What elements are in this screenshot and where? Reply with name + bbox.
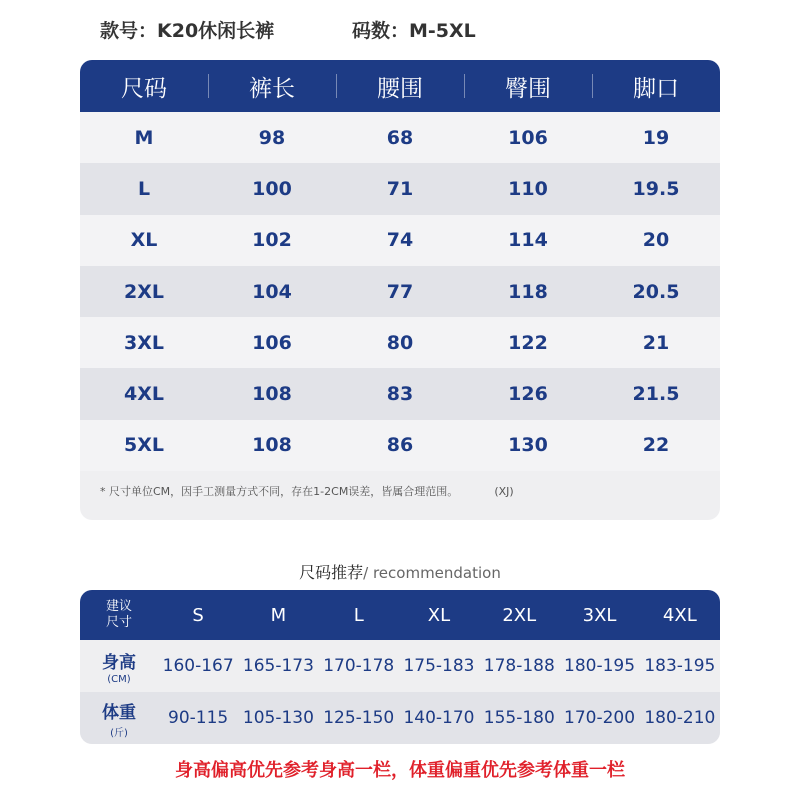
height-range: 183-195: [644, 656, 716, 676]
model-number: 款号：K20休闲长裤: [100, 20, 275, 42]
recommendation-header: [80, 590, 720, 640]
note-text: * 尺寸单位CM，因手工测量方式不同，存在1-2CM误差，皆属合理范围。: [100, 485, 459, 498]
corner-label-line1: 建议: [105, 599, 132, 614]
table-cell: 106: [508, 126, 548, 149]
column-header-waist: 腰围: [336, 60, 464, 112]
fit-advice-note: 身高偏高优先参考身高一栏，体重偏重优先参考体重一栏: [175, 760, 625, 781]
table-cell: 108: [252, 434, 292, 457]
table-cell: 21.5: [632, 383, 680, 406]
height-row: [80, 640, 720, 692]
size-header: S: [192, 604, 204, 626]
recommendation-title: [0, 560, 800, 583]
table-cell: 100: [252, 177, 292, 200]
table-row: [80, 163, 720, 214]
table-cell: L: [137, 177, 151, 200]
height-range: 178-188: [483, 656, 555, 676]
height-label-text: 身高: [102, 652, 136, 673]
weight-range: 90-115: [168, 708, 229, 728]
size-chart-body: [80, 112, 720, 471]
table-cell: 80: [386, 331, 414, 354]
table-row: [80, 266, 720, 317]
table-cell: 122: [508, 331, 548, 354]
size-chart-header: [80, 60, 720, 112]
table-cell: M: [134, 126, 154, 149]
table-row: [80, 317, 720, 368]
table-cell: 68: [386, 126, 414, 149]
measurement-note: [100, 483, 514, 499]
column-header-hem: 脚口: [592, 60, 720, 112]
table-cell: 83: [386, 383, 414, 406]
table-cell: 4XL: [124, 383, 164, 406]
table-row: [80, 420, 720, 471]
size-range: 码数：M-5XL: [352, 20, 476, 42]
height-range: 160-167: [162, 656, 234, 676]
weight-unit: (斤): [110, 727, 128, 739]
table-row: [80, 368, 720, 419]
height-unit: (CM): [107, 673, 131, 685]
table-cell: 86: [386, 434, 414, 457]
height-range: 170-178: [323, 656, 395, 676]
size-header: 4XL: [662, 604, 697, 626]
table-cell: 2XL: [124, 280, 164, 303]
product-header: [0, 0, 800, 40]
height-label: [80, 640, 158, 692]
height-range: 180-195: [564, 656, 636, 676]
table-cell: 110: [508, 177, 548, 200]
column-header-size: 尺码: [121, 75, 167, 102]
corner-label: [80, 590, 158, 640]
table-cell: 21: [642, 331, 670, 354]
table-cell: 126: [508, 383, 548, 406]
table-cell: 19: [642, 126, 670, 149]
recommendation-table: [80, 590, 720, 744]
weight-row: [80, 692, 720, 744]
table-cell: 20: [642, 229, 670, 252]
table-cell: 102: [252, 229, 292, 252]
weight-range: 140-170: [403, 708, 475, 728]
column-header-length: 裤长: [208, 60, 336, 112]
table-cell: 98: [258, 126, 286, 149]
table-cell: 106: [252, 331, 292, 354]
table-cell: 114: [508, 229, 548, 252]
weight-label: [80, 692, 158, 744]
size-header: L: [353, 604, 364, 626]
table-row: [80, 215, 720, 266]
table-cell: 104: [252, 280, 292, 303]
size-header: 3XL: [582, 604, 617, 626]
table-cell: 71: [386, 177, 414, 200]
size-header: XL: [427, 604, 451, 626]
height-range: 165-173: [242, 656, 314, 676]
weight-range: 125-150: [323, 708, 395, 728]
recommendation-heading: 尺码推荐: [299, 563, 364, 582]
table-cell: 74: [386, 229, 414, 252]
note-tag: (XJ): [494, 485, 514, 498]
table-row: [80, 112, 720, 163]
table-cell: 20.5: [632, 280, 680, 303]
corner-label-line2: 尺寸: [105, 615, 132, 630]
table-cell: XL: [130, 229, 158, 252]
table-cell: 108: [252, 383, 292, 406]
table-cell: 118: [508, 280, 548, 303]
table-cell: 77: [386, 280, 414, 303]
weight-label-text: 体重: [102, 702, 136, 723]
column-header-hip: 臀围: [464, 60, 592, 112]
table-cell: 5XL: [124, 434, 164, 457]
size-header: 2XL: [502, 604, 537, 626]
recommendation-subtitle: / recommendation: [363, 564, 501, 582]
table-cell: 22: [642, 434, 670, 457]
table-cell: 19.5: [632, 177, 680, 200]
size-header: M: [270, 604, 287, 626]
table-cell: 3XL: [124, 331, 164, 354]
table-cell: 130: [508, 434, 548, 457]
height-range: 175-183: [403, 656, 475, 676]
weight-range: 180-210: [644, 708, 716, 728]
size-chart-table: [80, 60, 720, 520]
weight-range: 170-200: [564, 708, 636, 728]
weight-range: 155-180: [483, 708, 555, 728]
weight-range: 105-130: [242, 708, 314, 728]
